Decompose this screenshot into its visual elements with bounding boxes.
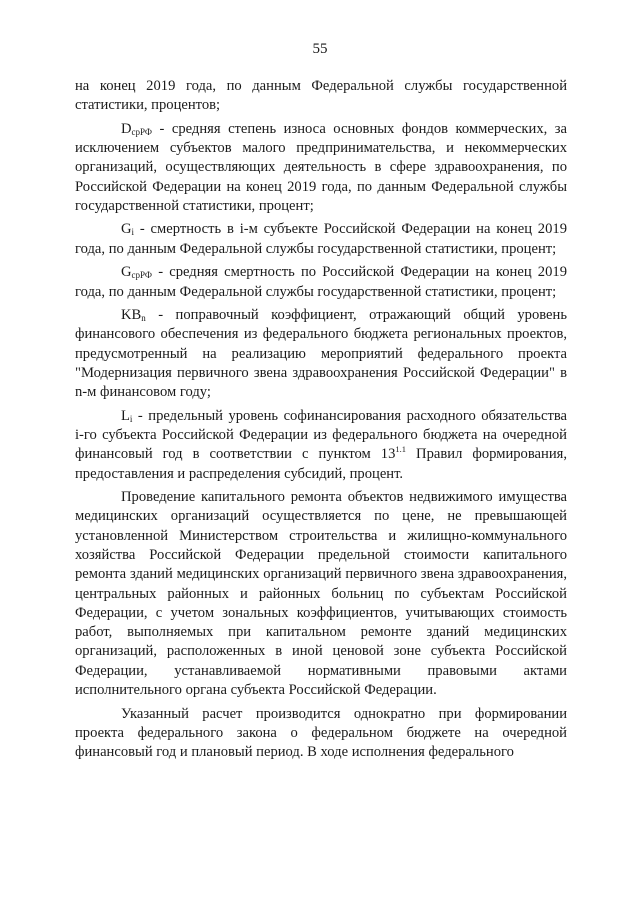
- page-number: 55: [312, 41, 328, 57]
- paragraph-text: Указанный расчет производится однократно при формировании проекта федерального закона о федеральном бюджете на очередной финансовый год и плановый период. В ходе исполнения федерального: [75, 705, 567, 761]
- paragraph-text: на конец 2019 года, по данным Федеральной службы государственной статистики, процентов;: [75, 78, 567, 114]
- variable-subscript: i: [129, 413, 133, 424]
- paragraph-text: Проведение капитального ремонта объектов недвижимого имущества медицинских организаций осуществляется по цене, не превышающей установленной Министерством строительства и жилищно-коммунального хозяйства Российской Федерации предельной стоимости капитального ремонта зданий медицинских организаций первичного звена здравоохранения, центральных районных и районных больниц по субъектам Российской Федерации, с учетом зональных коэффициентов, учитывающих стоимость работ, выполняемых при капитальном ремонте зданий медицинских организаций, расположенных в иной ценовой зоне субъекта Российской Федерации, устанавливаемой нормативными правовыми актами исполнительного органа субъекта Российской Федерации.: [75, 489, 567, 699]
- definition-text: - поправочный коэффициент, отражающий общий уровень финансового обеспечения из федерального бюджета региональных проектов, предусмотренный на реализацию мероприятий федерального проекта "Модернизация первичного звена здравоохранения Российской Федерации" в n-м финансовом году;: [75, 307, 567, 401]
- definition-d-srrf: [75, 120, 567, 216]
- definition-text: - смертность в i-м субъекте Российской Федерации на конец 2019 года, по данным Федеральной службы государственной статистики, процент;: [75, 221, 567, 257]
- definition-text: - предельный уровень софинансирования расходного обязательства i-го субъекта Российской Федерации из федерального бюджета на очередной финансовый год в соответствии с пунктом 13: [75, 407, 567, 463]
- definition-kb-n: [75, 306, 567, 402]
- definition-text: - средняя степень износа основных фондов коммерческих, за исключением субъектов малого предпринимательства, и некоммерческих организаций, осуществляющих деятельность в сфере здравоохранения, по Российской Федерации на конец 2019 года, по данным Федеральной службы государственной статистики, процент;: [75, 120, 567, 214]
- paragraph-capital-repair: [75, 488, 567, 700]
- variable-symbol: L: [121, 407, 130, 424]
- variable-subscript: i: [131, 227, 135, 238]
- variable-subscript: срРФ: [131, 270, 153, 281]
- definition-l-i: [75, 407, 567, 484]
- paragraph-calculation: [75, 705, 567, 763]
- variable-symbol: G: [121, 264, 132, 281]
- variable-symbol: G: [121, 221, 132, 238]
- definition-g-i: [75, 220, 567, 259]
- paragraph-continuation: [75, 77, 567, 116]
- clause-superscript: 1.1: [395, 444, 407, 455]
- variable-subscript: n: [141, 313, 146, 324]
- definition-text: - средняя смертность по Российской Федерации на конец 2019 года, по данным Федеральной службы государственной статистики, процент;: [75, 264, 567, 300]
- variable-symbol: D: [121, 120, 132, 137]
- variable-symbol: KB: [121, 307, 142, 324]
- definition-text-tail: Правил формирования, предоставления и распределения субсидий, процент.: [75, 446, 568, 482]
- definition-g-srrf: [75, 263, 567, 302]
- document-body: [75, 77, 567, 767]
- variable-subscript: срРФ: [131, 126, 153, 137]
